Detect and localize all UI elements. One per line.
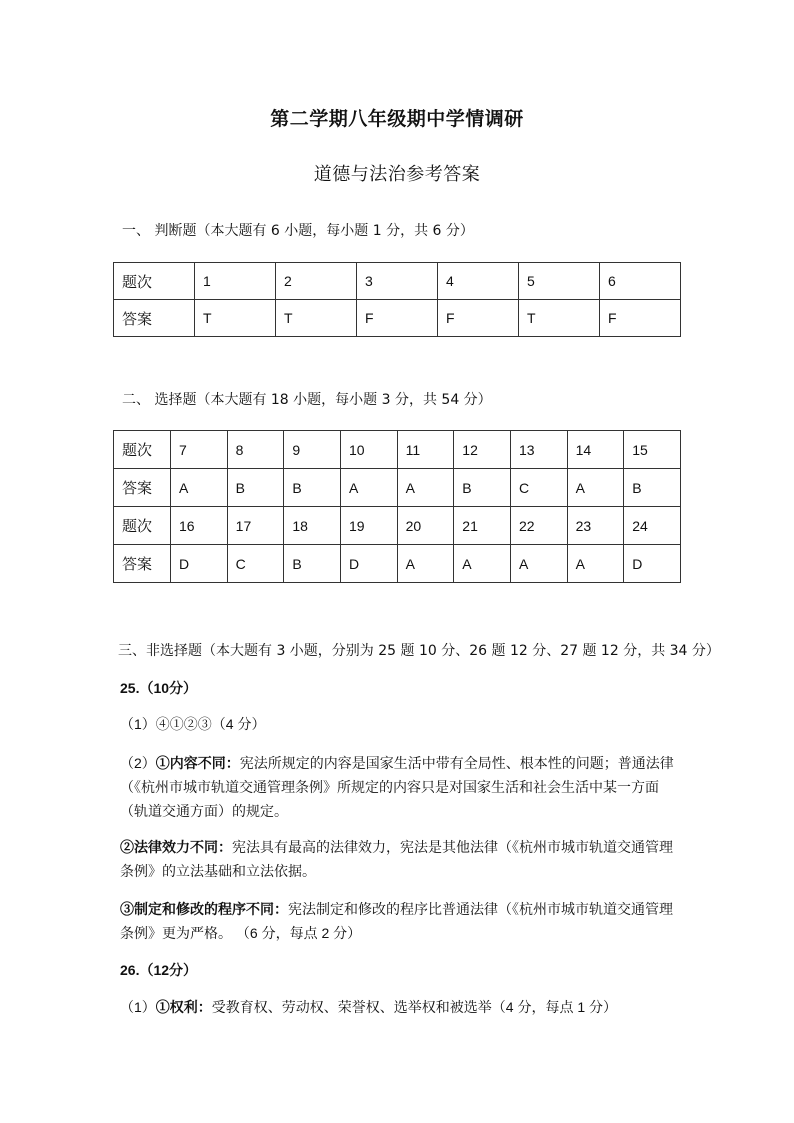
answer-cell: T xyxy=(276,300,357,337)
point-label: ①内容不同： xyxy=(155,755,240,771)
question-number: 23 xyxy=(567,507,624,545)
section2-heading: 二、 选择题（本大题有 18 小题，每小题 3 分，共 54 分） xyxy=(122,392,492,408)
point-text: 宪法制定和修改的程序比普通法律（《杭州市城市轨道交通管理条例》更为严格。 （6 分，每点 2 分） xyxy=(120,901,673,941)
part-prefix: （1） xyxy=(120,999,156,1015)
question-25-part2-point1 xyxy=(120,751,680,823)
answer-cell: F xyxy=(438,300,519,337)
question-number: 3 xyxy=(357,263,438,300)
question-number: 6 xyxy=(600,263,681,300)
question-number: 24 xyxy=(624,507,681,545)
question-number: 9 xyxy=(284,431,341,469)
question-number: 1 xyxy=(195,263,276,300)
row-label-answer: 答案 xyxy=(114,545,171,583)
answer-cell: D xyxy=(340,545,397,583)
section3-heading: 三、非选择题（本大题有 3 小题，分别为 25 题 10 分、26 题 12 分、27 题 12 分，共 34 分） xyxy=(118,643,720,659)
answer-cell: A xyxy=(567,545,624,583)
table-row xyxy=(114,545,681,583)
answer-cell: B xyxy=(454,469,511,507)
question-number: 10 xyxy=(340,431,397,469)
row-label-answer: 答案 xyxy=(114,469,171,507)
question-25-part1: （1）④①②③（4 分） xyxy=(120,716,266,732)
question-number: 18 xyxy=(284,507,341,545)
answer-cell: B xyxy=(284,469,341,507)
row-label-question: 题次 xyxy=(114,507,171,545)
answer-cell: A xyxy=(567,469,624,507)
answer-cell: C xyxy=(510,469,567,507)
answer-cell: T xyxy=(519,300,600,337)
question-number: 8 xyxy=(227,431,284,469)
point-label: ①权利： xyxy=(155,999,212,1015)
page-title: 第二学期八年级期中学情调研 xyxy=(270,108,524,130)
question-number: 16 xyxy=(171,507,228,545)
answer-cell: C xyxy=(227,545,284,583)
section1-heading: 一、 判断题（本大题有 6 小题，每小题 1 分，共 6 分） xyxy=(122,223,474,239)
answer-cell: B xyxy=(624,469,681,507)
question-25-title: 25.（10分） xyxy=(120,680,198,696)
page-subtitle: 道德与法治参考答案 xyxy=(313,164,481,185)
answer-cell: B xyxy=(284,545,341,583)
question-26-title: 26.（12分） xyxy=(120,962,198,978)
answer-cell: A xyxy=(171,469,228,507)
row-label-answer: 答案 xyxy=(114,300,195,337)
answer-cell: A xyxy=(397,469,454,507)
question-number: 5 xyxy=(519,263,600,300)
answer-cell: D xyxy=(624,545,681,583)
table-row xyxy=(114,469,681,507)
question-number: 13 xyxy=(510,431,567,469)
multiple-choice-answer-table xyxy=(113,430,681,583)
answer-cell: B xyxy=(227,469,284,507)
table-row xyxy=(114,263,681,300)
answer-cell: T xyxy=(195,300,276,337)
table-row xyxy=(114,507,681,545)
question-number: 15 xyxy=(624,431,681,469)
point-label: ②法律效力不同： xyxy=(120,839,232,855)
answer-cell: F xyxy=(357,300,438,337)
answer-cell: A xyxy=(454,545,511,583)
row-label-question: 题次 xyxy=(114,431,171,469)
table-row xyxy=(114,431,681,469)
question-number: 22 xyxy=(510,507,567,545)
question-number: 19 xyxy=(340,507,397,545)
question-number: 7 xyxy=(171,431,228,469)
question-number: 2 xyxy=(276,263,357,300)
answer-cell: A xyxy=(340,469,397,507)
true-false-answer-table xyxy=(113,262,681,337)
point-label: ③制定和修改的程序不同： xyxy=(120,901,288,917)
question-number: 12 xyxy=(454,431,511,469)
answer-cell: A xyxy=(510,545,567,583)
point-text: 宪法所规定的内容是国家生活中带有全局性、根本性的问题；普通法律（《杭州市城市轨道交通管理条例》所规定的内容只是对国家生活和社会生活中某一方面（轨道交通方面）的规定。 xyxy=(120,755,674,819)
question-26-part1 xyxy=(120,995,680,1019)
point-text: 宪法具有最高的法律效力，宪法是其他法律（《杭州市城市轨道交通管理条例》的立法基础和立法依据。 xyxy=(120,839,673,879)
part-prefix: （2） xyxy=(120,755,156,771)
question-number: 14 xyxy=(567,431,624,469)
answer-cell: F xyxy=(600,300,681,337)
table-row xyxy=(114,300,681,337)
question-number: 21 xyxy=(454,507,511,545)
question-25-part2-point2 xyxy=(120,835,680,883)
row-label-question: 题次 xyxy=(114,263,195,300)
question-number: 4 xyxy=(438,263,519,300)
question-number: 17 xyxy=(227,507,284,545)
question-number: 11 xyxy=(397,431,454,469)
answer-cell: A xyxy=(397,545,454,583)
question-25-part2-point3 xyxy=(120,897,680,945)
answer-cell: D xyxy=(171,545,228,583)
point-text: 受教育权、劳动权、荣誉权、选举权和被选举（4 分，每点 1 分） xyxy=(211,999,618,1015)
question-number: 20 xyxy=(397,507,454,545)
